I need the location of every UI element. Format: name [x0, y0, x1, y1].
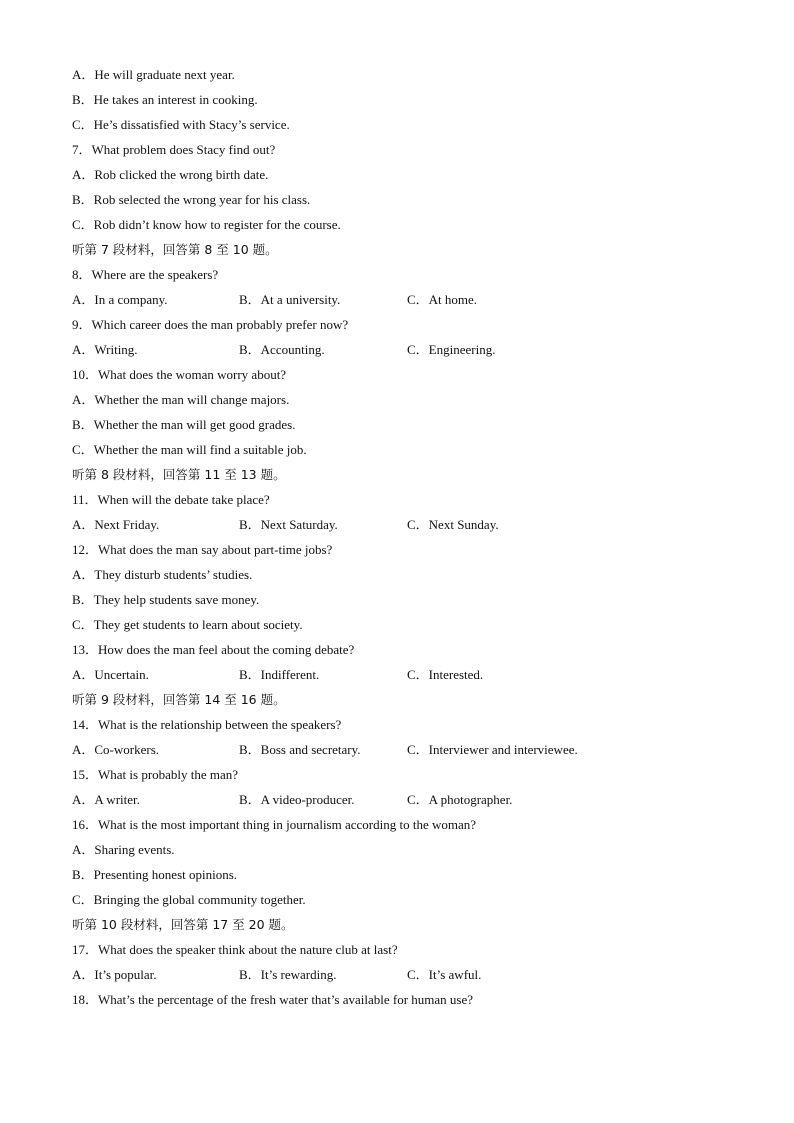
option-c: C．At home. — [407, 292, 478, 307]
answer-option: A．Sharing events. — [72, 842, 175, 857]
question-text: 17．What does the speaker think about the nature club at last? — [72, 942, 398, 957]
option-a: A．It’s popular. — [72, 967, 157, 982]
answer-option: C．Rob didn’t know how to register for the course. — [72, 217, 341, 232]
answer-option: B．He takes an interest in cooking. — [72, 92, 258, 107]
answer-option: B．Rob selected the wrong year for his class. — [72, 192, 311, 207]
option-b: B．Next Saturday. — [239, 517, 338, 532]
answer-option: A．They disturb students’ studies. — [72, 567, 253, 582]
option-b: B．Indifferent. — [239, 667, 320, 682]
answer-option: B．Presenting honest opinions. — [72, 867, 238, 882]
option-row — [72, 512, 732, 537]
answer-option: B．Whether the man will get good grades. — [72, 417, 296, 432]
option-c: C．Interested. — [407, 667, 484, 682]
question-text: 9．Which career does the man probably prefer now? — [72, 317, 349, 332]
option-c: C．It’s awful. — [407, 967, 482, 982]
option-b: B．It’s rewarding. — [239, 967, 337, 982]
answer-option: C．Whether the man will find a suitable job. — [72, 442, 307, 457]
option-c: C．A photographer. — [407, 792, 513, 807]
option-b: B．At a university. — [239, 292, 341, 307]
question-text: 15．What is probably the man? — [72, 767, 239, 782]
section-heading: 听第 10 段材料，回答第 17 至 20 题。 — [72, 917, 294, 932]
question-text: 14．What is the relationship between the speakers? — [72, 717, 342, 732]
option-row — [72, 662, 732, 687]
option-c: C．Engineering. — [407, 342, 496, 357]
question-text: 8．Where are the speakers? — [72, 267, 219, 282]
question-text: 16．What is the most important thing in journalism according to the woman? — [72, 817, 477, 832]
option-c: C．Interviewer and interviewee. — [407, 742, 578, 757]
option-row — [72, 787, 732, 812]
option-row — [72, 287, 732, 312]
question-list — [72, 62, 732, 1012]
option-b: B．Accounting. — [239, 342, 325, 357]
option-a: A．In a company. — [72, 292, 168, 307]
answer-option: B．They help students save money. — [72, 592, 260, 607]
option-b: B．Boss and secretary. — [239, 742, 361, 757]
option-a: A．A writer. — [72, 792, 140, 807]
answer-option: C．They get students to learn about society. — [72, 617, 303, 632]
option-row — [72, 962, 732, 987]
question-text: 7．What problem does Stacy find out? — [72, 142, 276, 157]
answer-option: A．Whether the man will change majors. — [72, 392, 290, 407]
answer-option: A．He will graduate next year. — [72, 67, 235, 82]
option-a: A．Writing. — [72, 342, 138, 357]
answer-option: A．Rob clicked the wrong birth date. — [72, 167, 269, 182]
answer-option: C．He’s dissatisfied with Stacy’s service. — [72, 117, 290, 132]
question-text: 13．How does the man feel about the coming debate? — [72, 642, 355, 657]
question-text: 11．When will the debate take place? — [72, 492, 270, 507]
option-row — [72, 337, 732, 362]
section-heading: 听第 7 段材料，回答第 8 至 10 题。 — [72, 242, 278, 257]
section-heading: 听第 9 段材料，回答第 14 至 16 题。 — [72, 692, 286, 707]
question-text: 10．What does the woman worry about? — [72, 367, 287, 382]
question-text: 18．What’s the percentage of the fresh water that’s available for human use? — [72, 992, 474, 1007]
option-b: B．A video-producer. — [239, 792, 355, 807]
option-a: A．Uncertain. — [72, 667, 149, 682]
option-c: C．Next Sunday. — [407, 517, 499, 532]
section-heading: 听第 8 段材料，回答第 11 至 13 题。 — [72, 467, 286, 482]
answer-option: C．Bringing the global community together. — [72, 892, 306, 907]
option-row — [72, 737, 732, 762]
question-text: 12．What does the man say about part-time jobs? — [72, 542, 333, 557]
option-a: A．Co-workers. — [72, 742, 160, 757]
option-a: A．Next Friday. — [72, 517, 160, 532]
